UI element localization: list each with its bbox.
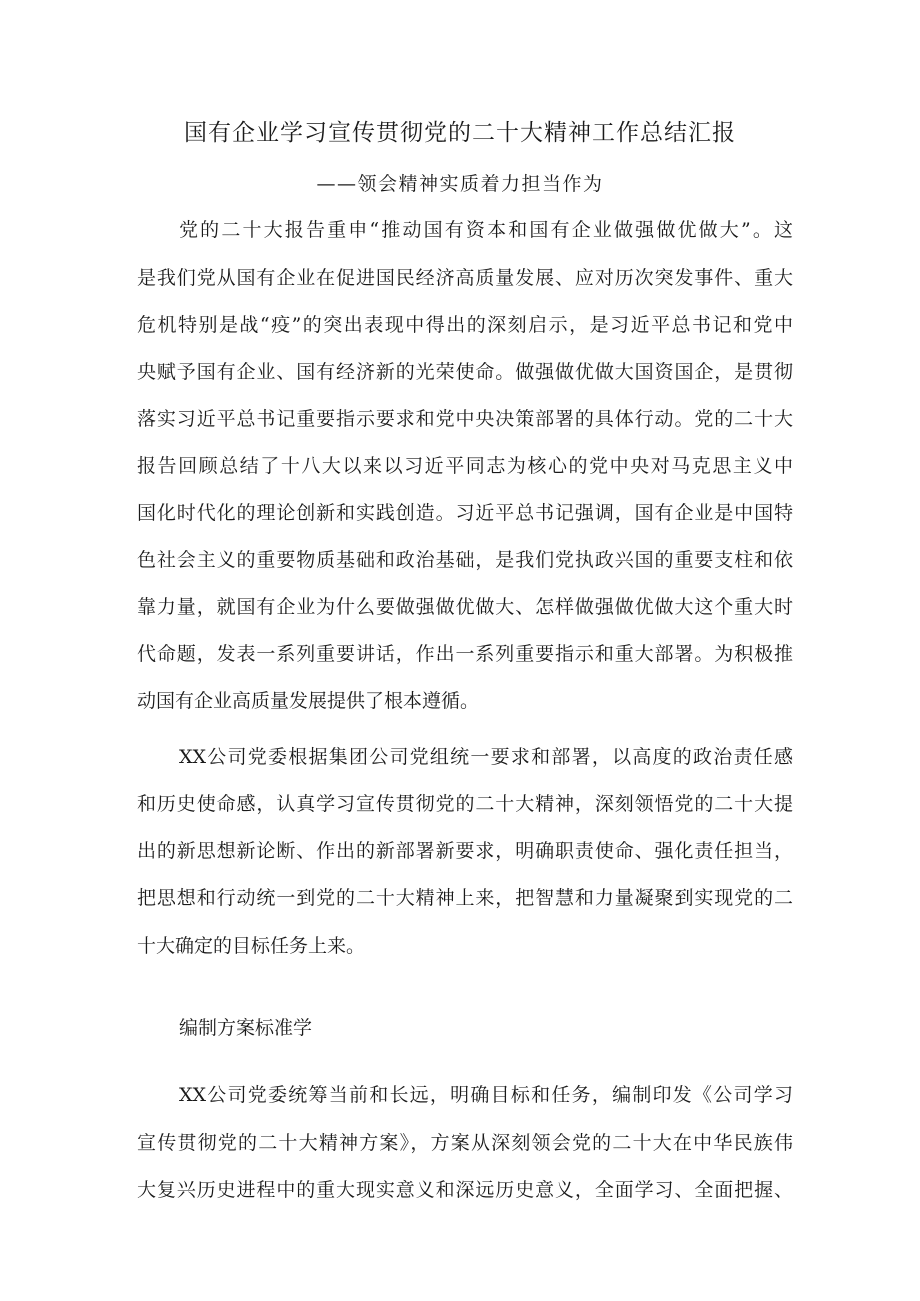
paragraph-line: 是我们党从国有企业在促进国民经济高质量发展、应对历次突发事件、重大 — [137, 267, 793, 289]
paragraph-line: 国化时代化的理论创新和实践创造。习近平总书记强调，国有企业是中国特 — [137, 502, 793, 524]
paragraph-line: 报告回顾总结了十八大以来以习近平同志为核心的党中央对马克思主义中 — [137, 455, 793, 477]
paragraph-line: 央赋予国有企业、国有经济新的光荣使命。做强做优做大国资国企，是贯彻 — [137, 361, 793, 383]
paragraph-line: 大复兴历史进程中的重大现实意义和深远历史意义，全面学习、全面把握、 — [137, 1179, 793, 1201]
paragraph-line: XX公司党委根据集团公司党组统一要求和部署，以高度的政治责任感 — [179, 746, 793, 768]
document-title: 国有企业学习宣传贯彻党的二十大精神工作总结汇报 — [184, 120, 736, 146]
paragraph-line: XX公司党委统筹当前和长远，明确目标和任务，编制印发《公司学习 — [179, 1084, 793, 1106]
paragraph-line: 宣传贯彻党的二十大精神方案》，方案从深刻领会党的二十大在中华民族伟 — [137, 1132, 793, 1154]
paragraph-line: 把思想和行动统一到党的二十大精神上来，把智慧和力量凝聚到实现党的二 — [137, 887, 793, 909]
paragraph-line: 党的二十大报告重申“推动国有资本和国有企业做强做优做大”。这 — [179, 219, 793, 241]
paragraph-line: 危机特别是战“疫”的突出表现中得出的深刻启示，是习近平总书记和党中 — [137, 314, 793, 336]
document-subtitle: ——领会精神实质着力担当作为 — [316, 173, 604, 195]
paragraph-line: 和历史使命感，认真学习宣传贯彻党的二十大精神，深刻领悟党的二十大提 — [137, 793, 793, 815]
paragraph-line: 十大确定的目标任务上来。 — [137, 935, 366, 957]
paragraph-line: 色社会主义的重要物质基础和政治基础，是我们党执政兴国的重要支柱和依 — [137, 549, 793, 571]
paragraph-line: 落实习近平总书记重要指示要求和党中央决策部署的具体行动。党的二十大 — [137, 408, 793, 430]
paragraph-line: 动国有企业高质量发展提供了根本遵循。 — [137, 690, 480, 712]
paragraph-line: 靠力量，就国有企业为什么要做强做优做大、怎样做强做优做大这个重大时 — [137, 596, 793, 618]
section-heading: 编制方案标准学 — [179, 1017, 313, 1039]
paragraph-line: 代命题，发表一系列重要讲话，作出一系列重要指示和重大部署。为积极推 — [137, 643, 793, 665]
paragraph-line: 出的新思想新论断、作出的新部署新要求，明确职责使命、强化责任担当， — [137, 840, 793, 862]
